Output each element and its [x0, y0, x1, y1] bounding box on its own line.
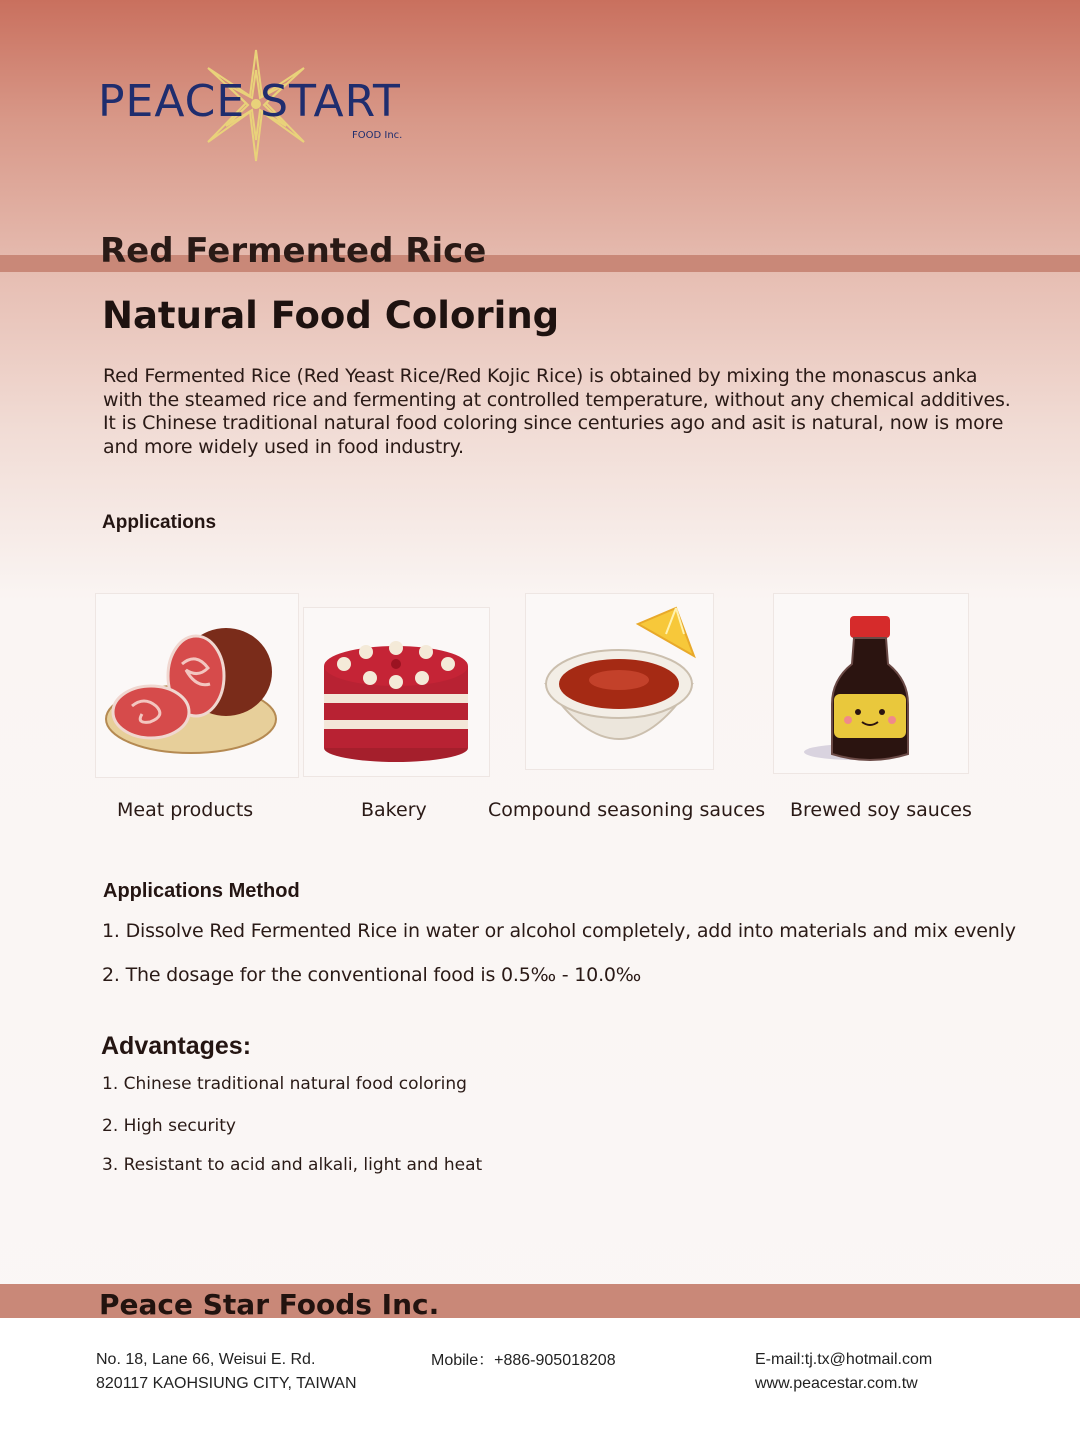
application-card-sauce: [525, 593, 714, 770]
advantage-item: 2. High security: [102, 1116, 236, 1136]
method-item: 2. The dosage for the conventional food is 0.5‰ - 10.0‰: [102, 964, 642, 986]
cake-icon: [304, 608, 489, 776]
applications-heading: Applications: [102, 512, 217, 533]
intro-line: It is Chinese traditional natural food coloring since centuries ago and asit is natural, now is more: [103, 412, 1004, 434]
logo-subtext: FOOD Inc.: [352, 130, 403, 141]
mobile-number: Mobile：+886-905018208: [431, 1352, 616, 1369]
soy-bottle-icon: [774, 594, 968, 773]
advantage-item: 3. Resistant to acid and alkali, light and heat: [102, 1155, 483, 1175]
application-label-meat: Meat products: [117, 799, 254, 821]
website-text: www.peacestar.com.tw: [755, 1375, 918, 1392]
sauce-bowl-icon: [526, 594, 713, 769]
company-address: [96, 1348, 357, 1396]
advantages-heading: Advantages:: [101, 1032, 252, 1060]
intro-line: with the steamed rice and fermenting at controlled temperature, without any chemical additives.: [103, 388, 1011, 411]
company-logo: [98, 48, 408, 163]
application-card-bakery: [303, 607, 490, 777]
application-card-soy: [773, 593, 969, 774]
address-line: 820117 KAOHSIUNG CITY, TAIWAN: [96, 1375, 357, 1392]
intro-line: and more widely used in food industry.: [103, 435, 464, 458]
email-text: E-mail:tj.tx@hotmail.com: [755, 1351, 933, 1368]
advantage-item: 1. Chinese traditional natural food coloring: [102, 1074, 467, 1094]
intro-paragraph: [103, 365, 1023, 459]
intro-line: Red Fermented Rice (Red Yeast Rice/Red Kojic Rice) is obtained by mixing the monascus anka: [103, 365, 978, 387]
meat-icon: [96, 594, 298, 777]
logo-wordmark: PEACE START: [98, 76, 401, 127]
application-label-soy: Brewed soy sauces: [790, 799, 972, 821]
method-item: 1. Dissolve Red Fermented Rice in water or alcohol completely, add into materials and mix evenly: [102, 920, 1016, 942]
application-label-bakery: Bakery: [361, 799, 427, 821]
address-line: No. 18, Lane 66, Weisui E. Rd.: [96, 1351, 316, 1368]
application-card-meat: [95, 593, 299, 778]
company-name: Peace Star Foods Inc.: [99, 1288, 440, 1321]
page-subtitle: Natural Food Coloring: [102, 294, 560, 337]
contact-block: [755, 1348, 932, 1396]
application-label-sauce: Compound seasoning sauces: [488, 799, 766, 821]
product-title: Red Fermented Rice: [100, 231, 487, 271]
method-heading: Applications Method: [103, 880, 300, 902]
